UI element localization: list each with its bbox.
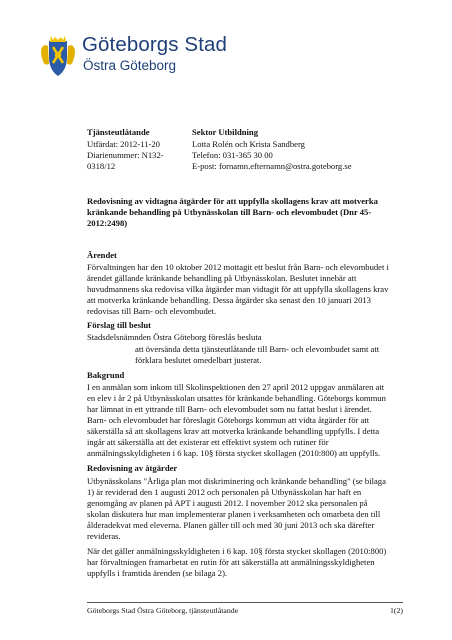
page-number: 1(2)	[390, 606, 403, 615]
paragraph-line: Utbynässkolans "Årliga plan mot diskriminering och kränkande behandling" (se bilaga	[87, 476, 386, 486]
paragraph-line: säkerställa så att skollagens krav att motverka kränkande behandling uppfylls. I detta	[87, 426, 380, 436]
paragraph-line: 1) är reviderad den 1 augusti 2012 och personalen på Utbynässkolan har haft en	[87, 487, 362, 497]
proposal-line: att översända detta tjänsteutlåtande till Barn- och elevombudet samt att	[135, 344, 380, 354]
document-title-line: Redovisning av vidtagna åtgärder för att uppfylla skollagens krav att motverka	[87, 196, 378, 206]
footer-text: Göteborgs Stad Östra Göteborg, tjänsteutlåtande	[87, 606, 239, 615]
paragraph-line: ålderadekvat med eleverna. Planen gäller till och med 30 juni 2013 och ska därefter	[87, 520, 375, 530]
sector-heading: Sektor Utbildning	[192, 127, 258, 137]
footer-divider	[87, 602, 403, 603]
paragraph-line: har lämnat in ett yttrande till Barn- och elevombudet som nu fattat beslut i ärendet.	[87, 404, 372, 414]
paragraph-line: har förvaltningen framarbetat en rutin för att säkerställa att anmälningsskyldigheten	[87, 557, 375, 567]
paragraph-line: När det gäller anmälningsskyldigheten i 6 kap. 10§ första stycket skollagen (2010:800)	[87, 546, 387, 556]
contact-phone: Telefon: 031-365 30 00	[192, 150, 273, 160]
paragraph-line: Barn- och elevombudet har föreslagit Göteborgs kommun att vidta åtgärder för att	[87, 415, 370, 425]
paragraph-line: uppfylls i framtida ärenden (se bilaga 2).	[87, 568, 228, 578]
paragraph-line: genomgång av planen på APT i augusti 2012. I november 2012 ska personalen på	[87, 498, 368, 508]
paragraph-line: Stadsdelsnämnden Östra Göteborg föreslås besluta	[87, 332, 262, 342]
issued-date: Utfärdat: 2012-11-20	[87, 139, 160, 149]
contact-email: E-post: fornamn.efternamn@ostra.goteborg.se	[192, 161, 352, 171]
paragraph-line: redovisas till Barn- och elevombudet.	[87, 306, 217, 316]
section-heading-arendet: Ärendet	[87, 250, 117, 260]
paragraph-line: skolan diskutera hur man implementerar planen i verksamheten och omarbeta den till	[87, 509, 381, 519]
section-heading-redovisning: Redovisning av åtgärder	[87, 463, 178, 473]
contact-names: Lotta Rolén och Krista Sandberg	[192, 139, 305, 149]
proposal-line: förklara beslutet omedelbart justerat.	[135, 355, 262, 365]
document-title-line: kränkande behandling på Utbynässkolan till Barn- och elevombudet (Dnr 45-	[87, 207, 372, 217]
paragraph-line: anmälningsskyldigheten i 6 kap. 10§ första stycket skollagen (2010:800) att uppfylls.	[87, 448, 381, 458]
document-type-heading: Tjänsteutlåtande	[87, 127, 150, 137]
registry-number: Diarienummer: N132-	[87, 150, 164, 160]
brand-district: Östra Göteborg	[83, 58, 177, 73]
paragraph-line: revideras.	[87, 531, 121, 541]
paragraph-line: ärendet gällande kränkande behandling på Utbynässkolan. Beslutet innebär att	[87, 273, 357, 283]
paragraph-line: Förvaltningen har den 10 oktober 2012 mottagit ett beslut från Barn- och elevombudet i	[87, 262, 389, 272]
brand-city: Göteborgs Stad	[82, 33, 227, 56]
registry-number-cont: 0318/12	[87, 161, 116, 171]
section-heading-forslag: Förslag till beslut	[87, 320, 151, 330]
paragraph-line: en elev i år 2 på Utbynässkolan utsattes för kränkande behandling. Göteborgs kommun	[87, 393, 386, 403]
paragraph-line: I en anmälan som inkom till Skolinspektionen den 27 april 2012 uppgav anmälaren att	[87, 382, 385, 392]
paragraph-line: ingår att säkerställa att det existerar ett effektivt system och rutiner för	[87, 437, 329, 447]
section-heading-bakgrund: Bakgrund	[87, 370, 125, 380]
paragraph-line: att motverka kränkande behandling. Dessa åtgärder ska senast den 10 januari 2013	[87, 295, 371, 305]
paragraph-line: huvudmannens ska redovisa vilka åtgärder man vidtagit för att uppfylla skollagens krav	[87, 284, 389, 294]
document-title-line: 2012:2498)	[87, 218, 128, 228]
goteborg-coat-of-arms-icon	[40, 34, 76, 78]
